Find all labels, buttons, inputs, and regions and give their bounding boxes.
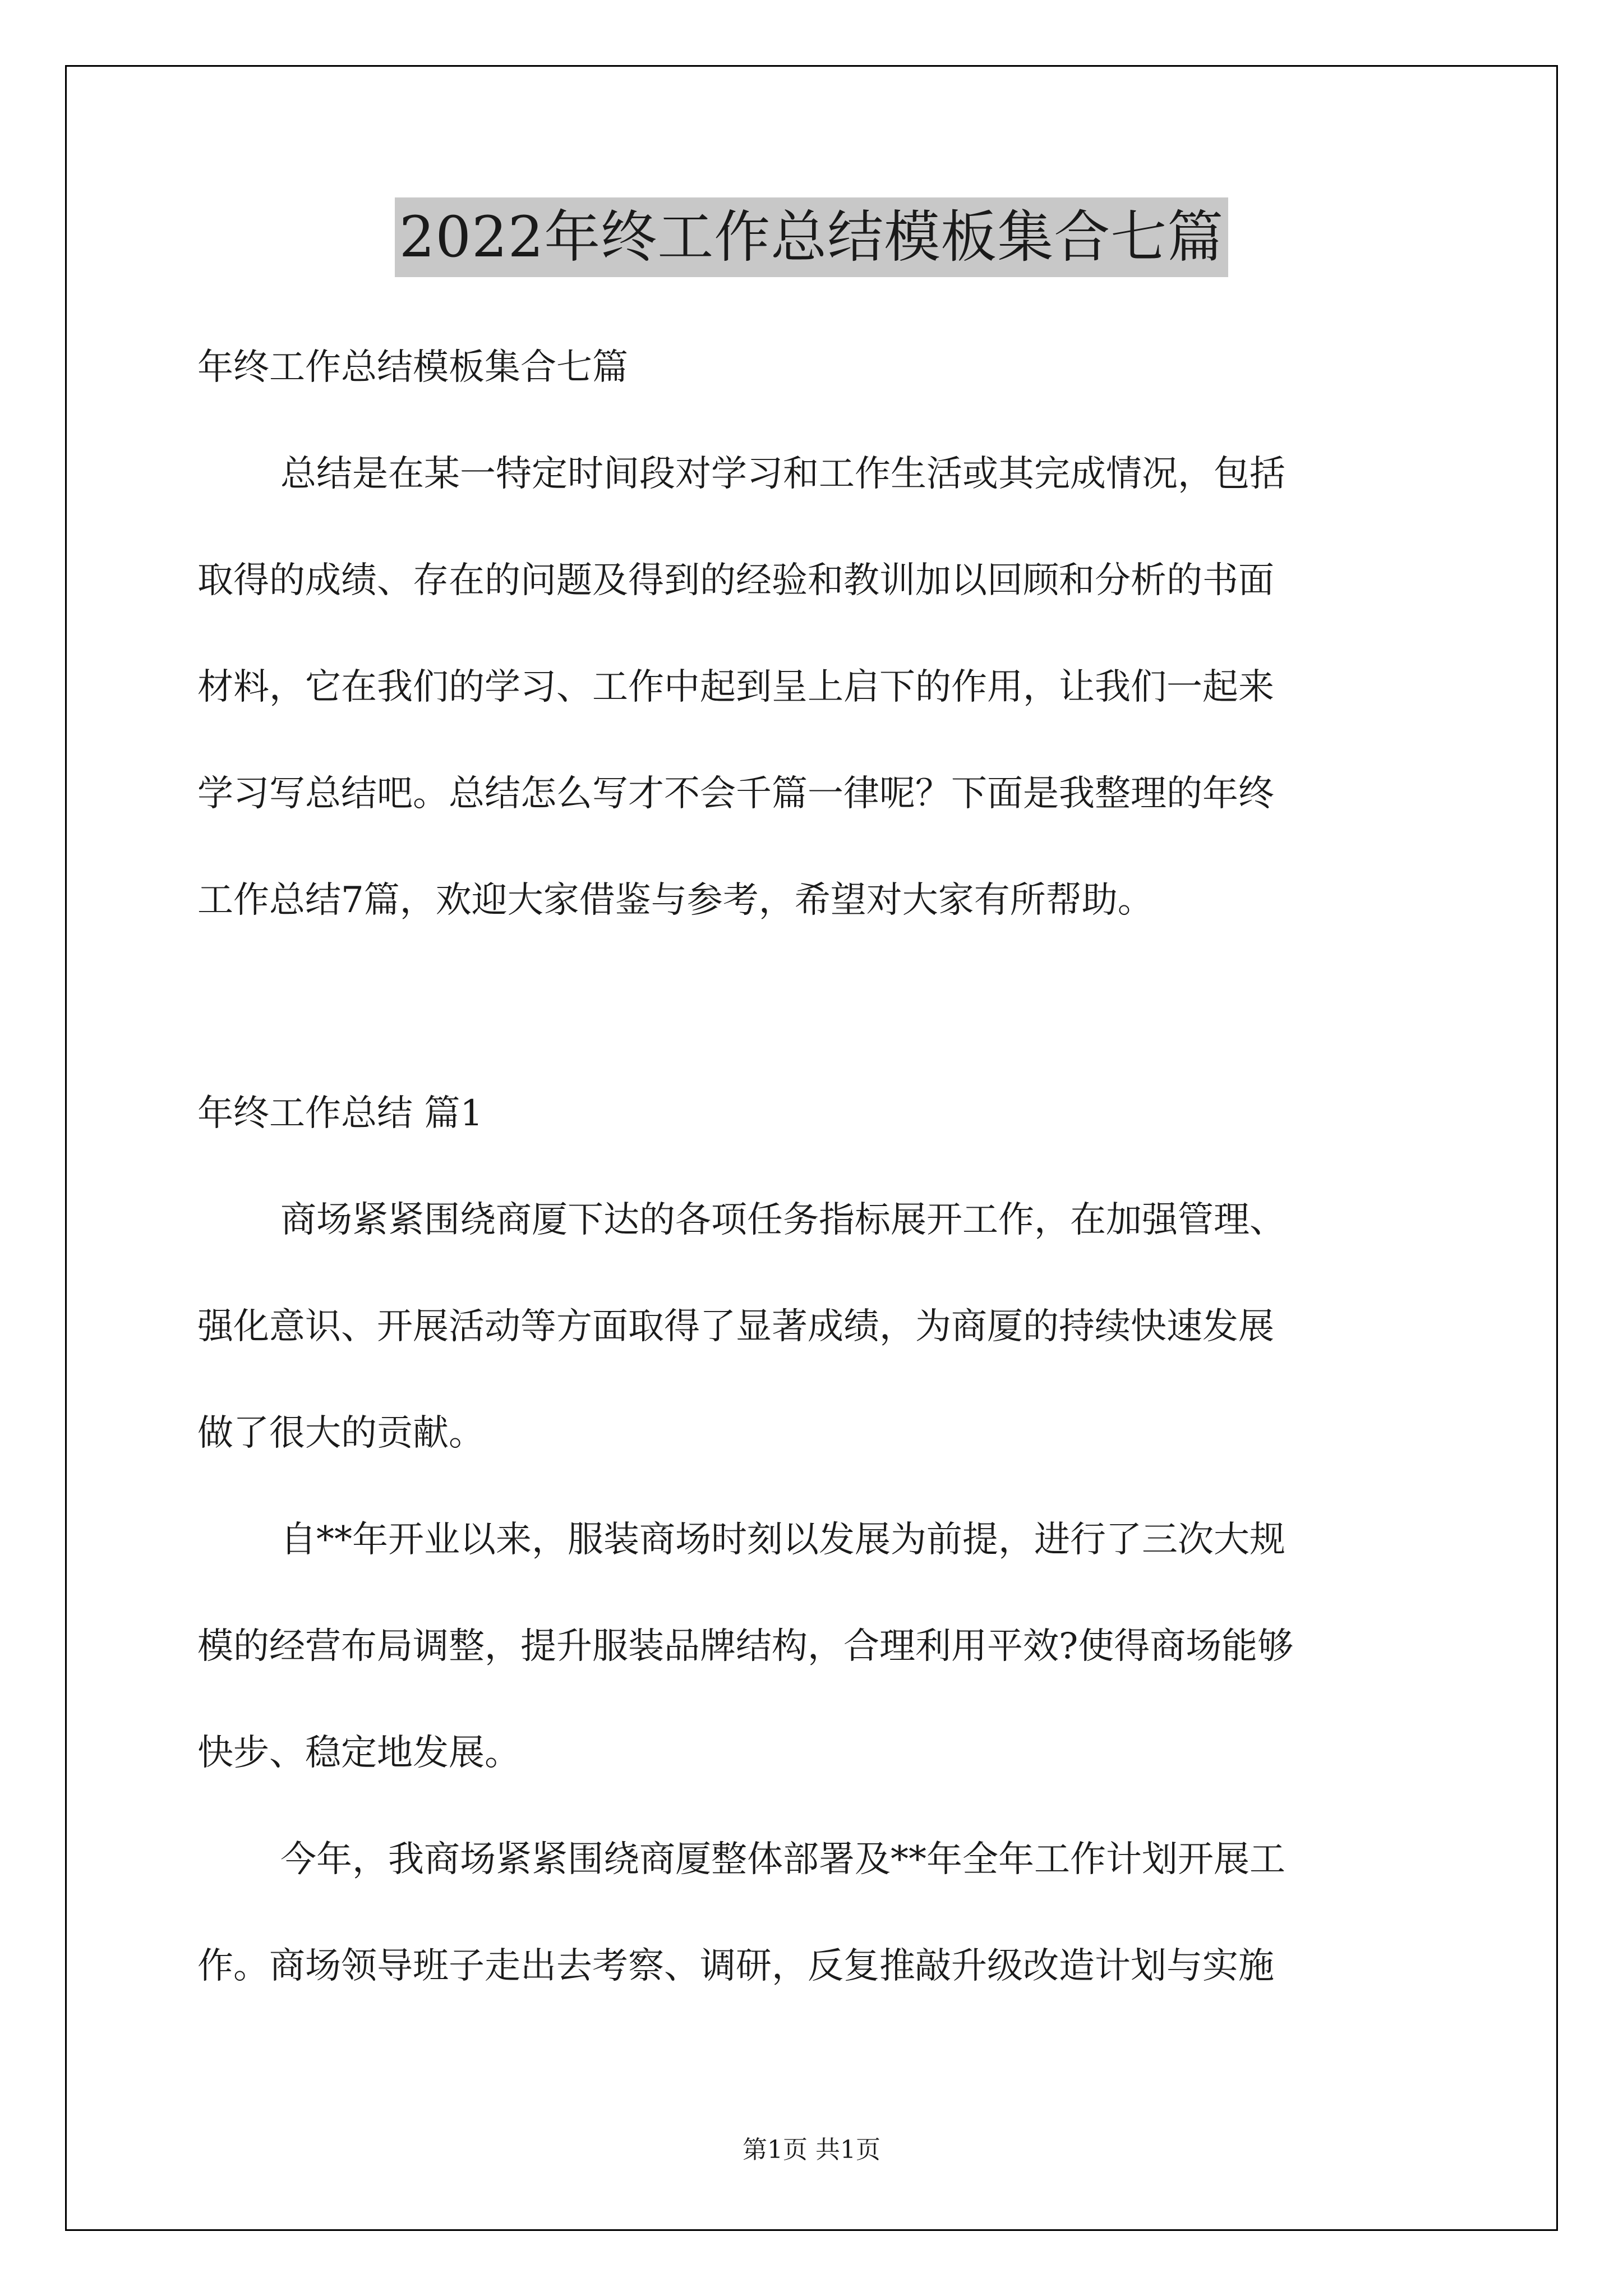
intro-line: 工作总结7篇，欢迎大家借鉴与参考，希望对大家有所帮助。 [197,880,1154,921]
paragraph-line: 自**年开业以来，服装商场时刻以发展为前提，进行了三次大规 [280,1519,1285,1561]
paragraph-line: 商场紧紧围绕商厦下达的各项任务指标展开工作，在加强管理、 [280,1199,1285,1241]
section-heading: 年终工作总结 篇1 [197,1093,483,1134]
page-footer: 第1页 共1页 [743,2136,880,2164]
paragraph-line: 强化意识、开展活动等方面取得了显著成绩，为商厦的持续快速发展 [197,1306,1274,1347]
intro-line: 学习写总结吧。总结怎么写才不会千篇一律呢？下面是我整理的年终 [197,773,1274,815]
document-body [197,314,1431,2019]
intro-line: 材料，它在我们的学习、工作中起到呈上启下的作用，让我们一起来 [197,666,1274,708]
paragraph-line: 今年，我商场紧紧围绕商厦整体部署及**年全年工作计划开展工 [280,1839,1285,1880]
document-title: 2022年终工作总结模板集合七篇 [395,197,1229,277]
paragraph-line: 模的经营布局调整，提升服装品牌结构，合理利用平效?使得商场能够 [197,1626,1294,1667]
intro-line: 总结是在某一特定时间段对学习和工作生活或其完成情况，包括 [280,453,1285,495]
paragraph-line: 做了很大的贡献。 [197,1412,485,1454]
paragraph-line: 作。商场领导班子走出去考察、调研，反复推敲升级改造计划与实施 [197,1945,1274,1987]
intro-line: 取得的成绩、存在的问题及得到的经验和教训加以回顾和分析的书面 [197,560,1274,601]
document-subtitle: 年终工作总结模板集合七篇 [197,347,628,388]
paragraph-line: 快步、稳定地发展。 [197,1732,520,1774]
title-container [0,197,1623,277]
